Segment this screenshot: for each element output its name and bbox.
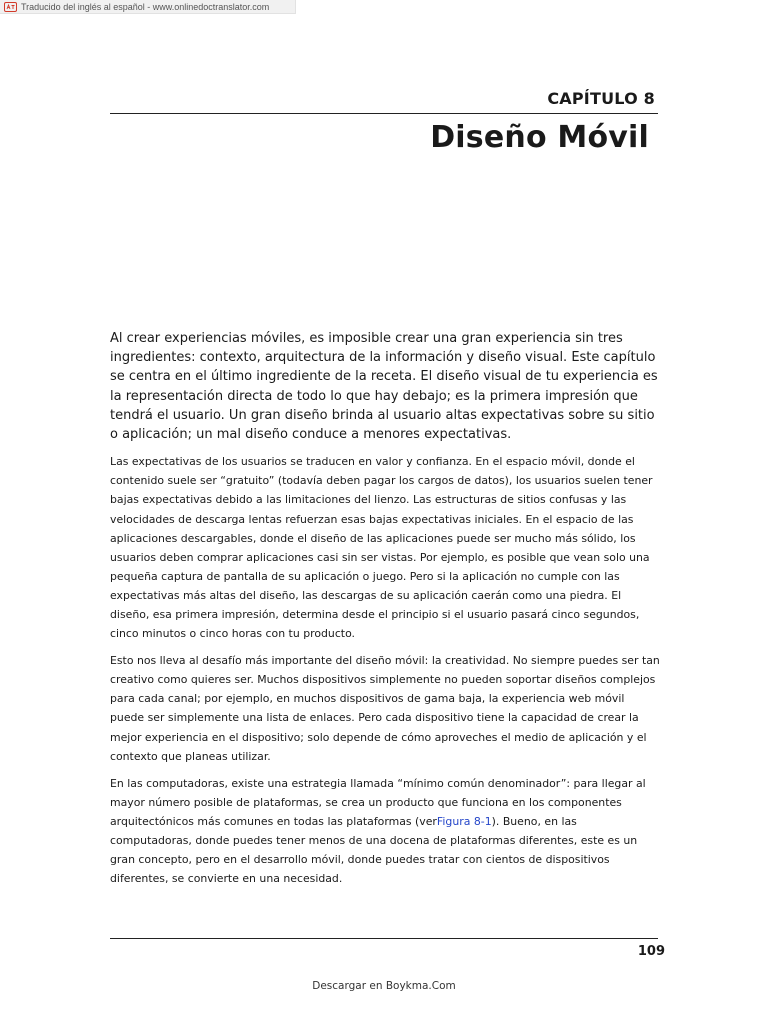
footer-divider <box>110 938 658 939</box>
body-paragraph-1: Las expectativas de los usuarios se traducen en valor y confianza. En el espacio móvil, donde el contenido suele ser “gratuito” (todavía deben pagar los cargos de datos), los usuarios suelen tener bajas expectativas debido a las limitaciones del lienzo. Las estructuras de sitios confusas y las velocidades de descarga lentas refuerzan esas bajas expectativas iniciales. En el espacio de las aplicaciones descargables, donde el diseño de las aplicaciones puede ser mucho más sólido, los usuarios deben comprar aplicaciones casi sin ser vistas. Por ejemplo, es posible que vean solo una pequeña captura de pantalla de su aplicación o juego. Pero si la aplicación no cumple con las expectativas más altas del diseño, las descargas de su aplicación caerán como una piedra. El diseño, esa primera impresión, determina desde el principio si el usuario pasará cinco segundos, cinco minutos o cinco horas con tu producto. <box>110 455 653 641</box>
translator-logo-icon <box>4 2 17 12</box>
download-footer[interactable]: Descargar en Boykma.Com <box>312 980 456 992</box>
figure-8-1-link[interactable]: Figura 8-1 <box>436 814 492 828</box>
translator-banner-text: Traducido del inglés al español - www.onlinedoctranslator.com <box>21 1 270 12</box>
chapter-title: Diseño Móvil <box>430 120 649 155</box>
lead-paragraph: Al crear experiencias móviles, es imposible crear una gran experiencia sin tres ingredientes: contexto, arquitectura de la información y diseño visual. Este capítulo se centra en el último ingrediente de la receta. El diseño visual de tu experiencia es la representación directa de todo lo que hay debajo; es la primera impresión que tendrá el usuario. Un gran diseño brinda al usuario altas expectativas sobre su sitio o aplicación; un mal diseño conduce a menores expectativas. <box>110 331 658 443</box>
translator-banner[interactable] <box>0 0 296 14</box>
chapter-label: CAPÍTULO 8 <box>547 89 655 108</box>
page-number: 109 <box>637 944 665 959</box>
body-paragraph-3-text-end: ). Bueno, en las computadoras, donde puedes tener menos de una docena de plataformas diferentes, este es un gran concepto, pero en el desarrollo móvil, donde puedes tratar con cientos de dispositivos diferentes, se convierte en una necesidad. <box>110 814 638 886</box>
header-divider <box>110 113 658 114</box>
body-paragraph-3-text-start: En las computadoras, existe una estrategia llamada “mínimo común denominador”: para llegar al mayor número posible de plataformas, se crea un producto que funciona en los componentes arquitectónicos más comunes en todas las plataformas (ver <box>110 776 646 828</box>
body-paragraph-3 <box>110 774 660 889</box>
chapter-body <box>110 329 660 896</box>
body-paragraph-2: Esto nos lleva al desafío más importante del diseño móvil: la creatividad. No siempre puedes ser tan creativo como quieres ser. Muchos dispositivos simplemente no pueden soportar diseños complejos para cada canal; por ejemplo, en muchos dispositivos de gama baja, la experiencia web móvil puede ser simplemente una lista de enlaces. Pero cada dispositivo tiene la capacidad de crear la mejor experiencia en el dispositivo; solo depende de cómo aproveches el medio de aplicación y el contexto que planeas utilizar. <box>110 654 660 763</box>
